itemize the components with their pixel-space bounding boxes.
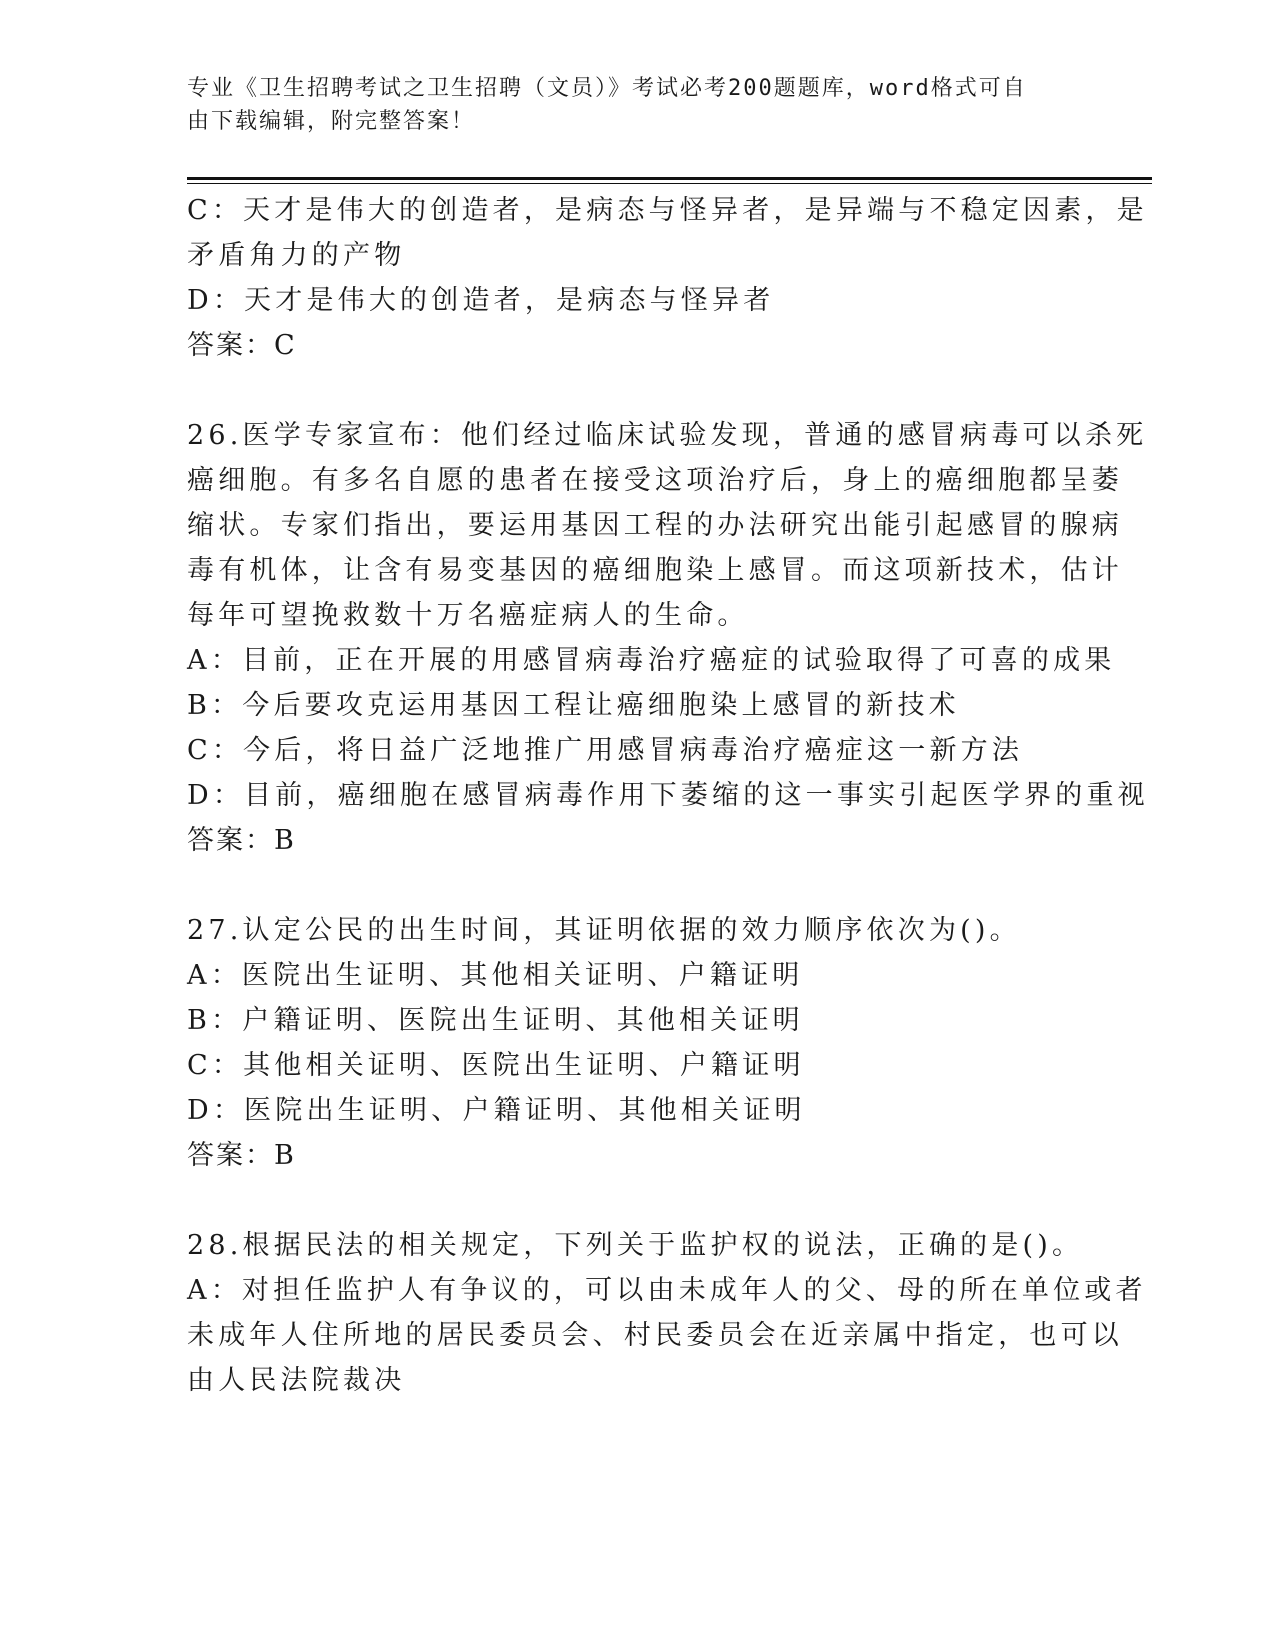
question-26 <box>187 413 1149 863</box>
q26-stem-line-5: 每年可望挽救数十万名癌症病人的生命。 <box>187 600 749 631</box>
question-25 <box>187 188 1148 368</box>
q26-stem-line-1: 26.医学专家宣布：他们经过临床试验发现，普通的感冒病毒可以杀死 <box>187 420 1148 451</box>
q26-option-d: D：目前，癌细胞在感冒病毒作用下萎缩的这一事实引起医学界的重视 <box>187 780 1149 811</box>
question-27 <box>187 908 1067 1178</box>
q26-option-a: A：目前，正在开展的用感冒病毒治疗癌症的试验取得了可喜的成果 <box>187 645 1116 676</box>
header-rule-thin <box>187 183 1152 184</box>
document-header <box>187 72 1067 138</box>
q28-option-a-line-1: A：对担任监护人有争议的，可以由未成年人的父、母的所在单位或者 <box>187 1275 1147 1306</box>
q27-option-d: D：医院出生证明、户籍证明、其他相关证明 <box>187 1095 806 1126</box>
q25-option-c-line-2: 矛盾角力的产物 <box>187 240 406 271</box>
header-rule-thick <box>187 177 1152 180</box>
q26-stem-line-2: 癌细胞。有多名自愿的患者在接受这项治疗后，身上的癌细胞都呈萎 <box>187 465 1123 496</box>
spacer <box>187 863 1067 908</box>
q26-option-b: B：今后要攻克运用基因工程让癌细胞染上感冒的新技术 <box>187 690 960 721</box>
q28-option-a-line-2: 未成年人住所地的居民委员会、村民委员会在近亲属中指定，也可以 <box>187 1320 1123 1351</box>
q26-stem-line-3: 缩状。专家们指出，要运用基因工程的办法研究出能引起感冒的腺病 <box>187 510 1123 541</box>
q26-option-c: C：今后，将日益广泛地推广用感冒病毒治疗癌症这一新方法 <box>187 735 1024 766</box>
spacer <box>187 368 1067 413</box>
q27-option-c: C：其他相关证明、医院出生证明、户籍证明 <box>187 1050 805 1081</box>
header-line-2: 由下载编辑，附完整答案！ <box>187 109 476 134</box>
q27-stem: 27.认定公民的出生时间，其证明依据的效力顺序依次为()。 <box>187 915 1021 946</box>
document-body <box>187 188 1149 1403</box>
q28-stem: 28.根据民法的相关规定，下列关于监护权的说法，正确的是()。 <box>187 1230 1084 1261</box>
question-28 <box>187 1223 1147 1403</box>
q27-option-b: B：户籍证明、医院出生证明、其他相关证明 <box>187 1005 804 1036</box>
header-line-1: 专业《卫生招聘考试之卫生招聘（文员）》考试必考200题题库，word格式可自 <box>187 76 1027 101</box>
q27-answer: 答案：B <box>187 1140 296 1171</box>
spacer <box>187 1178 1067 1223</box>
q25-option-c-line-1: C：天才是伟大的创造者，是病态与怪异者，是异端与不稳定因素，是 <box>187 195 1148 226</box>
q25-option-d: D：天才是伟大的创造者，是病态与怪异者 <box>187 285 775 316</box>
q26-stem-line-4: 毒有机体，让含有易变基因的癌细胞染上感冒。而这项新技术，估计 <box>187 555 1123 586</box>
q28-option-a-line-3: 由人民法院裁决 <box>187 1365 406 1396</box>
q26-answer: 答案：B <box>187 825 296 856</box>
q27-option-a: A：医院出生证明、其他相关证明、户籍证明 <box>187 960 804 991</box>
q25-answer: 答案：C <box>187 330 297 361</box>
